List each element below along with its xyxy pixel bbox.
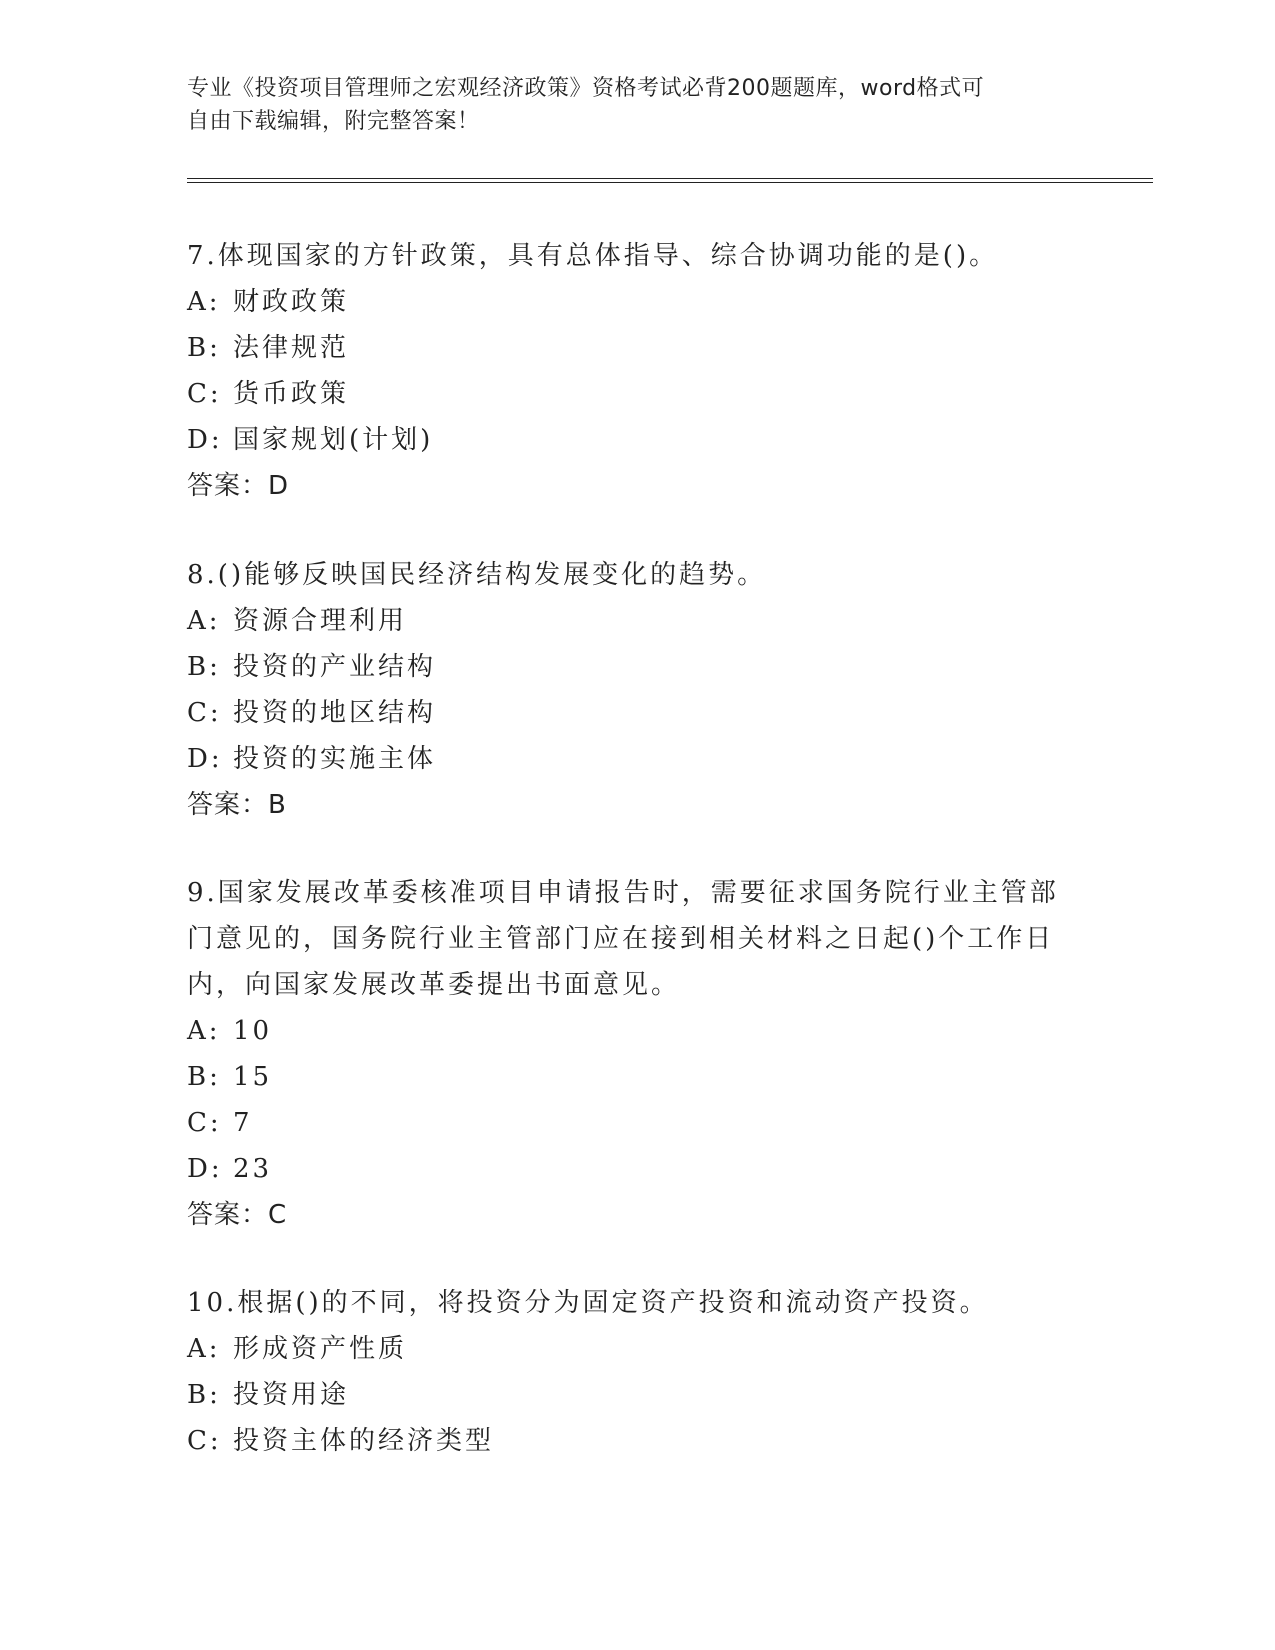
option-b — [187, 644, 1067, 690]
option-a — [187, 1326, 1067, 1372]
header-line: 专业《投资项目管理师之宏观经济政策》资格考试必背200题题库，word格式可 — [187, 76, 985, 101]
option-key: B: — [187, 1062, 221, 1092]
option-text: 10 — [233, 1016, 273, 1046]
option-b — [187, 1372, 1067, 1418]
option-text: 投资的产业结构 — [233, 652, 437, 682]
option-a — [187, 279, 1067, 325]
option-key: A: — [187, 606, 221, 636]
option-text: 法律规范 — [233, 333, 350, 363]
option-c — [187, 1100, 1067, 1146]
question-stem-line: 9.国家发展改革委核准项目申请报告时，需要征求国务院行业主管部 — [187, 878, 1059, 908]
option-text: 投资主体的经济类型 — [233, 1426, 495, 1456]
option-key: D: — [187, 744, 223, 774]
option-text: 财政政策 — [233, 287, 350, 317]
question-block — [187, 552, 1067, 828]
option-key: D: — [187, 425, 223, 455]
option-key: C: — [187, 698, 222, 728]
option-key: B: — [187, 652, 221, 682]
option-text: 投资的地区结构 — [233, 698, 437, 728]
option-a — [187, 598, 1067, 644]
option-text: 7 — [233, 1108, 253, 1138]
option-c — [187, 690, 1067, 736]
option-text: 货币政策 — [233, 379, 350, 409]
answer-line: 答案：D — [187, 471, 290, 501]
question-block — [187, 1280, 1067, 1464]
option-text: 资源合理利用 — [233, 606, 408, 636]
option-key: B: — [187, 333, 221, 363]
option-text: 国家规划(计划) — [233, 425, 434, 455]
option-c — [187, 1418, 1067, 1464]
header-divider-top — [187, 178, 1153, 179]
question-stem: 10.根据()的不同，将投资分为固定资产投资和流动资产投资。 — [187, 1288, 989, 1318]
option-text: 投资的实施主体 — [233, 744, 437, 774]
option-a — [187, 1008, 1067, 1054]
document-header — [187, 72, 1067, 138]
option-key: A: — [187, 287, 221, 317]
option-d — [187, 736, 1067, 782]
option-b — [187, 1054, 1067, 1100]
option-key: C: — [187, 1108, 222, 1138]
option-d — [187, 417, 1067, 463]
option-b — [187, 325, 1067, 371]
option-key: A: — [187, 1334, 221, 1364]
question-block — [187, 233, 1067, 509]
answer-line: 答案：C — [187, 1200, 288, 1230]
option-text: 23 — [233, 1154, 273, 1184]
answer-line: 答案：B — [187, 790, 287, 820]
option-c — [187, 371, 1067, 417]
header-divider-bottom — [187, 182, 1153, 183]
option-d — [187, 1146, 1067, 1192]
option-key: C: — [187, 379, 222, 409]
option-key: C: — [187, 1426, 222, 1456]
question-stem: 7.体现国家的方针政策，具有总体指导、综合协调功能的是()。 — [187, 241, 999, 271]
question-stem: 8.()能够反映国民经济结构发展变化的趋势。 — [187, 560, 767, 590]
option-key: B: — [187, 1380, 221, 1410]
option-text: 15 — [233, 1062, 273, 1092]
option-key: A: — [187, 1016, 221, 1046]
option-key: D: — [187, 1154, 223, 1184]
question-stem-line: 内，向国家发展改革委提出书面意见。 — [187, 970, 681, 1000]
option-text: 投资用途 — [233, 1380, 350, 1410]
question-block — [187, 870, 1067, 1238]
option-text: 形成资产性质 — [233, 1334, 408, 1364]
header-line: 自由下载编辑，附完整答案！ — [187, 109, 480, 134]
question-stem-line: 门意见的，国务院行业主管部门应在接到相关材料之日起()个工作日 — [187, 924, 1055, 954]
